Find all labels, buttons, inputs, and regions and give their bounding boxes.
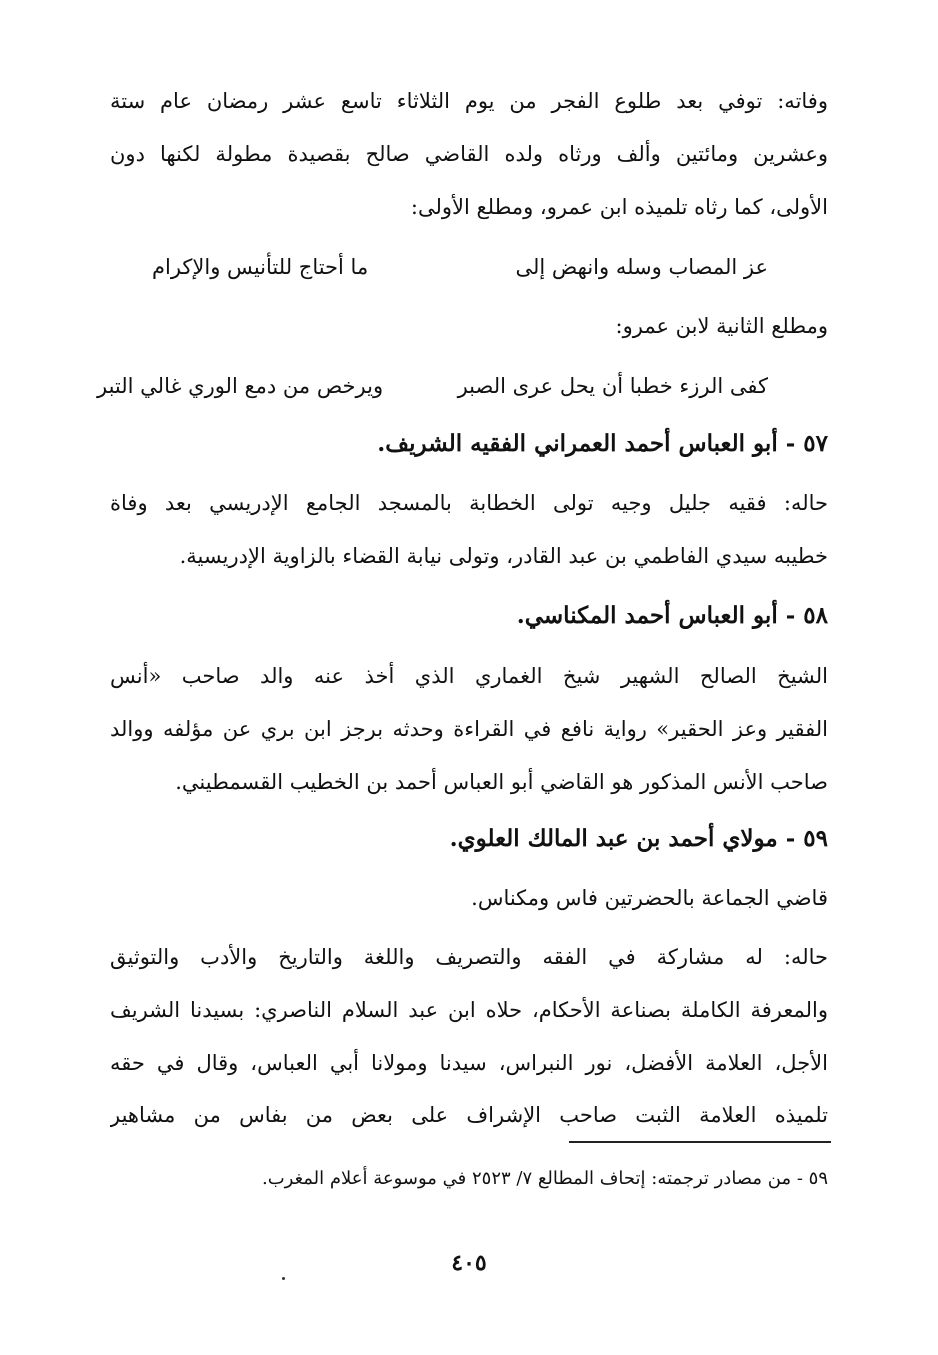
- body-line: الأجل، العلامة الأفضل، نور النبراس، سيدنا ومولانا أبي العباس، وقال في حقه: [110, 1051, 828, 1075]
- verse-1-first-hemistich: عز المصاب وسله وانهض إلى: [515, 255, 768, 279]
- body-line: الشيخ الصالح الشهير شيخ الغماري الذي أخذ عنه والد صاحب «أنس: [110, 664, 828, 688]
- entry-subtitle: قاضي الجماعة بالحضرتين فاس ومكناس.: [471, 886, 828, 910]
- body-line: خطيبه سيدي الفاطمي بن عبد القادر، وتولى نيابة القضاء بالزاوية الإدريسية.: [179, 544, 828, 568]
- footnote-divider: [569, 1141, 831, 1143]
- footnote: ٥٩ - من مصادر ترجمته: إتحاف المطالع ٧/ ٢٥٢٣ في موسوعة أعلام المغرب.: [261, 1168, 828, 1189]
- verse-2-intro: ومطلع الثانية لابن عمرو:: [615, 314, 828, 338]
- verse-2-second-hemistich: ويرخص من دمع الوري غالي التبر: [97, 374, 384, 398]
- entry-heading-57: ٥٧ - أبو العباس أحمد العمراني الفقيه الشريف.: [377, 430, 828, 457]
- body-line: وعشرين ومائتين وألف ورثاه ولده القاضي صالح بقصيدة مطولة لكنها دون: [110, 142, 828, 166]
- scan-speck: [282, 1277, 285, 1280]
- body-line: حاله: فقيه جليل وجيه تولى الخطابة بالمسجد الجامع الإدريسي بعد وفاة: [110, 491, 828, 515]
- body-line: وفاته: توفي بعد طلوع الفجر من يوم الثلاثاء تاسع عشر رمضان عام ستة: [110, 89, 828, 113]
- body-line: والمعرفة الكاملة بصناعة الأحكام، حلاه ابن عبد السلام الناصري: بسيدنا الشريف: [110, 998, 828, 1022]
- body-line: حاله: له مشاركة في الفقه والتصريف واللغة والتاريخ والأدب والتوثيق: [110, 945, 828, 969]
- body-line: الفقير وعز الحقير» رواية نافع في القراءة وحدثه برجز ابن بري عن مؤلفه ووالد: [110, 717, 828, 741]
- body-line: تلميذه العلامة الثبت صاحب الإشراف على بعض من بفاس من مشاهير: [110, 1103, 828, 1127]
- verse-1-second-hemistich: ما أحتاج للتأنيس والإكرام: [152, 255, 369, 279]
- body-line: الأولى، كما رثاه تلميذه ابن عمرو، ومطلع الأولى:: [410, 195, 828, 219]
- verse-2-first-hemistich: كفى الرزء خطبا أن يحل عرى الصبر: [457, 374, 768, 398]
- page-number: ٤٠٥: [451, 1250, 487, 1276]
- entry-heading-59: ٥٩ - مولاي أحمد بن عبد المالك العلوي.: [449, 825, 828, 852]
- body-line: صاحب الأنس المذكور هو القاضي أبو العباس أحمد بن الخطيب القسمطيني.: [175, 770, 828, 794]
- entry-heading-58: ٥٨ - أبو العباس أحمد المكناسي.: [516, 602, 828, 629]
